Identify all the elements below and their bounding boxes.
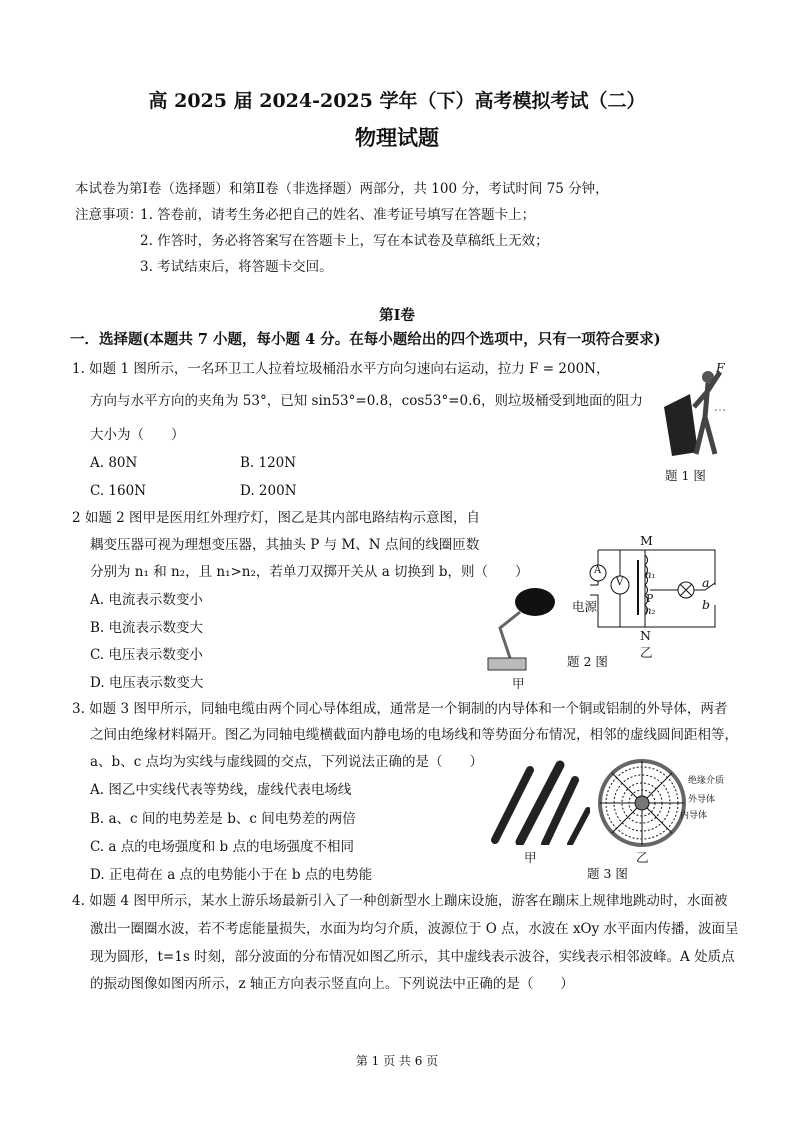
q1-option-d: D. 200N xyxy=(240,483,297,499)
note-1: 1. 答卷前，请考生务必把自己的姓名、准考证号填写在答题卡上； xyxy=(140,207,536,223)
q1-figure-worker-bin xyxy=(660,362,726,460)
q1-option-b: B. 120N xyxy=(240,455,297,471)
q3-label-inner-conductor: 内导体 xyxy=(680,811,708,821)
q3-label-outer-conductor: 外导体 xyxy=(688,795,716,805)
q1-figure-force-label: F xyxy=(716,360,725,375)
q2-label-n1: n₁ xyxy=(645,570,656,581)
q2-voltmeter-label: V xyxy=(616,577,624,588)
q1-stem-2: 方向与水平方向的夹角为 53°，已知 sin53°=0.8，cos53°=0.6，则垃圾桶受到地面的阻力 xyxy=(90,393,643,409)
q3-stem-2: 之间由绝缘材料隔开。图乙为同轴电缆横截面内静电场的电场线和等势面分布情况，相邻的虚线圆间距相等， xyxy=(90,727,738,743)
q2-ammeter-label: A xyxy=(594,565,602,576)
q3-stem-1: 3. 如题 3 图甲所示，同轴电缆由两个同心导体组成，通常是一个铜制的内导体和一个铜或铝制的外导体，两者 xyxy=(72,701,728,717)
q4-stem-2: 激出一圈圈水波，若不考虑能量损失，水面为均匀介质，波源位于 O 点，水波在 xOy 水平面内传播，波面呈 xyxy=(90,921,739,937)
q2-label-p: P xyxy=(646,592,654,605)
q2-stem-1: 2 如题 2 图甲是医用红外理疗灯，图乙是其内部电路结构示意图，自 xyxy=(72,510,481,526)
q2-option-a: A. 电流表示数变小 xyxy=(90,592,203,608)
q3-label-insulator: 绝缘介质 xyxy=(688,776,725,786)
q1-option-a: A. 80N xyxy=(90,455,138,471)
q3-figure-caption: 题 3 图 xyxy=(587,866,628,881)
q3-option-c: C. a 点的电场强度和 b 点的电场强度不相同 xyxy=(90,839,354,855)
q4-stem-4: 的振动图像如图丙所示，z 轴正方向表示竖直向上。下列说法中正确的是（ ） xyxy=(90,976,574,992)
q3-figure-cables xyxy=(490,760,590,845)
q3-sub-caption-a: 甲 xyxy=(524,850,537,865)
q3-stem-3: a、b、c 点均为实线与虚线圆的交点，下列说法正确的是（ ） xyxy=(90,754,484,770)
q3-option-b: B. a、c 间的电势差是 b、c 间电势差的两倍 xyxy=(90,811,356,827)
q3-sub-caption-b: 乙 xyxy=(636,850,649,865)
volume-heading: 第Ⅰ卷 xyxy=(379,307,415,324)
q2-stem-3: 分别为 n₁ 和 n₂，且 n₁>n₂，若单刀双掷开关从 a 切换到 b，则（ ） xyxy=(90,564,529,580)
q2-option-c: C. 电压表示数变小 xyxy=(90,647,203,663)
q2-figure-lamp xyxy=(480,586,560,672)
q3-figure-cross-section xyxy=(597,758,687,848)
q2-label-n2: n₂ xyxy=(645,606,656,617)
q2-label-b: b xyxy=(702,597,711,612)
q4-stem-1: 4. 如题 4 图甲所示，某水上游乐场最新引入了一种创新型水上蹦床设施，游客在蹦床上规律地跳动时，水面被 xyxy=(72,893,728,909)
q2-label-n: N xyxy=(640,628,651,643)
q2-label-source: 电源 xyxy=(572,599,598,614)
q2-sub-caption-b: 乙 xyxy=(640,645,653,660)
q3-option-d: D. 正电荷在 a 点的电势能小于在 b 点的电势能 xyxy=(90,867,373,883)
q1-figure-caption: 题 1 图 xyxy=(665,468,706,483)
notes-label: 注意事项： xyxy=(75,207,143,223)
note-3: 3. 考试结束后，将答题卡交回。 xyxy=(140,259,333,275)
exam-title: 高 2025 届 2024-2025 学年（下）高考模拟考试（二） xyxy=(148,90,646,112)
page-footer: 第 1 页 共 6 页 xyxy=(355,1054,439,1068)
subject-title: 物理试题 xyxy=(355,125,439,150)
q2-figure-caption: 题 2 图 xyxy=(567,654,608,669)
q2-label-a: a xyxy=(702,575,710,590)
q4-stem-3: 现为圆形，t=1s 时刻，部分波面的分布情况如图乙所示，其中虚线表示波谷，实线表示相邻波峰。A 处质点 xyxy=(90,949,735,965)
intro-text: 本试卷为第Ⅰ卷（选择题）和第Ⅱ卷（非选择题）两部分，共 100 分，考试时间 75 分钟， xyxy=(75,181,609,197)
q1-stem-1: 1. 如题 1 图所示，一名环卫工人拉着垃圾桶沿水平方向匀速向右运动，拉力 F = 200N， xyxy=(72,361,610,377)
q1-stem-3: 大小为（ ） xyxy=(90,427,185,443)
section-heading: 一．选择题(本题共 7 小题，每小题 4 分。在每小题给出的四个选项中，只有一项符合要求) xyxy=(70,331,661,348)
q2-figure-circuit xyxy=(570,545,720,635)
note-2: 2. 作答时，务必将答案写在答题卡上，写在本试卷及草稿纸上无效； xyxy=(140,233,549,249)
q2-option-d: D. 电压表示数变大 xyxy=(90,675,204,691)
q2-label-m: M xyxy=(640,533,653,548)
q2-stem-2: 耦变压器可视为理想变压器，其抽头 P 与 M、N 点间的线圈匝数 xyxy=(90,537,480,553)
q2-option-b: B. 电流表示数变大 xyxy=(90,620,204,636)
q2-sub-caption-a: 甲 xyxy=(512,676,525,691)
q3-option-a: A. 图乙中实线代表等势线，虚线代表电场线 xyxy=(90,782,352,798)
q1-option-c: C. 160N xyxy=(90,483,147,499)
